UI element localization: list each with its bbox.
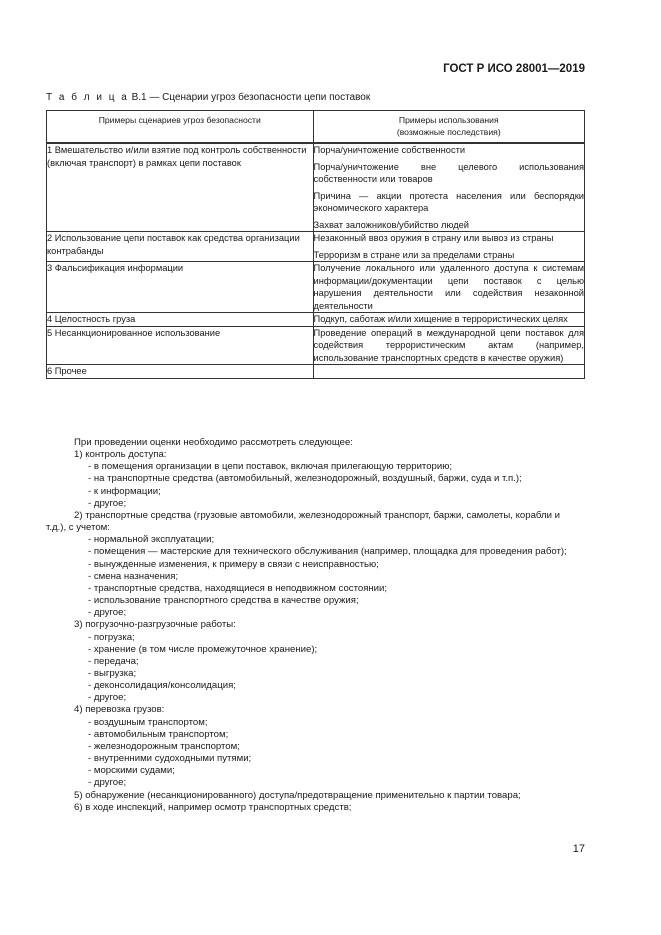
list-item: - хранение (в том числе промежуточное хранение); [88,643,318,655]
table-header-row [47,111,585,144]
list-item: - морскими судами; [88,765,175,777]
table-row [47,232,585,262]
example-item: Терроризм в стране или за пределами страны [313,249,515,260]
example-item: Проведение операций в международной цепи поставок для содействия террористическим актам (например, использование транспортных средств в качестве оружия) [313,327,584,363]
table-row [47,365,585,379]
body-text [46,437,586,814]
example-item: Порча/уничтожение собственности [313,145,466,155]
section-title: 2) транспортные средства (грузовые автомобили, железнодорожный транспорт, баржи, самолеты, корабли и [74,509,560,521]
column-header-examples-line1: Примеры использования [398,115,499,125]
example-item: Подкуп, саботаж и/или хищение в террористических целях [313,314,568,324]
list-item: - передача; [88,655,139,667]
table-row [47,313,585,327]
list-item: - воздушным транспортом; [88,716,208,728]
table-caption-text: В.1 — Сценарии угроз безопасности цепи поставок [131,92,371,103]
scenario-cell: 3 Фальсификация информации [47,262,314,313]
list-item: - другое; [88,607,127,619]
threat-scenarios-table [46,110,585,379]
example-item: Незаконный ввоз оружия в страну или вывоз из страны [313,233,554,243]
list-item: - железнодорожным транспортом; [88,740,240,752]
table-row [47,143,585,232]
list-item: - помещения — мастерские для технического обслуживания (например, площадка для проведения работ); [88,546,567,558]
table-caption [46,92,370,103]
list-item: - автомобильным транспортом; [88,728,229,740]
examples-cell [313,313,584,327]
examples-cell [313,365,584,379]
example-item: Причина — акции протеста населения или беспорядки экономического характера [313,190,584,213]
table-caption-label: Т а б л и ц а [46,92,129,103]
examples-cell [313,143,584,232]
list-item: - другое; [88,777,127,789]
section-title: 1) контроль доступа: [74,449,167,461]
list-item: - внутренними судоходными путями; [88,753,252,765]
intro-paragraph: При проведении оценки необходимо рассмотреть следующее: [74,437,353,448]
list-item: - вынужденные изменения, к примеру в связи с неисправностью; [88,558,379,570]
list-item: - использование транспортного средства в качестве оружия; [88,595,359,607]
table-row [47,262,585,313]
scenario-cell: 5 Несанкционированное использование [47,326,314,365]
section-title: 6) в ходе инспекций, например осмотр транспортных средств; [74,801,352,813]
example-item: Порча/уничтожение вне целевого использования собственности или товаров [313,161,584,184]
examples-cell [313,262,584,313]
section-title-continuation: т.д.), с учетом: [46,522,110,534]
scenario-cell: 4 Целостность груза [47,313,314,327]
list-item: - погрузка; [88,631,135,643]
examples-cell [313,326,584,365]
list-item: - в помещения организации в цепи поставок, включая прилегающую территорию; [88,461,453,473]
list-item: - к информации; [88,485,161,497]
section-title: 3) погрузочно-разгрузочные работы: [74,619,236,631]
scenario-cell: 1 Вмешательство и/или взятие под контроль собственности (включая транспорт) в рамках цепи поставок [47,143,314,232]
column-header-examples-line2: (возможные последствия) [396,126,501,137]
scenario-cell: 6 Прочее [47,365,314,379]
table-row [47,326,585,365]
list-item: - на транспортные средства (автомобильный, железнодорожный, воздушный, баржи, суда и т.п.); [88,473,522,485]
page-number: 17 [572,843,585,855]
examples-cell [313,232,584,262]
list-item: - другое; [88,692,127,704]
column-header-examples [313,111,584,144]
list-item: - другое; [88,497,127,509]
section-title: 5) обнаружение (несанкционированного) доступа/предотвращение применительно к партии товара; [74,789,521,801]
example-item: Захват заложников/убийство людей [313,219,469,230]
document-header: ГОСТ Р ИСО 28001—2019 [443,63,585,75]
example-item: Получение локального или удаленного доступа к системам информации/документации цепи поставок с целью нарушения деятельности или содействия незаконной деятельности [313,263,584,311]
list-item: - смена назначения; [88,570,179,582]
list-item: - транспортные средства, находящиеся в неподвижном состоянии; [88,582,388,594]
list-item: - деконсолидация/консолидация; [88,680,236,692]
column-header-scenarios: Примеры сценариев угроз безопасности [47,111,314,144]
list-item: - выгрузка; [88,667,137,679]
section-title: 4) перевозка грузов: [74,704,165,716]
scenario-cell: 2 Использование цепи поставок как средства организации контрабанды [47,232,314,262]
list-item: - нормальной эксплуатации; [88,534,215,546]
